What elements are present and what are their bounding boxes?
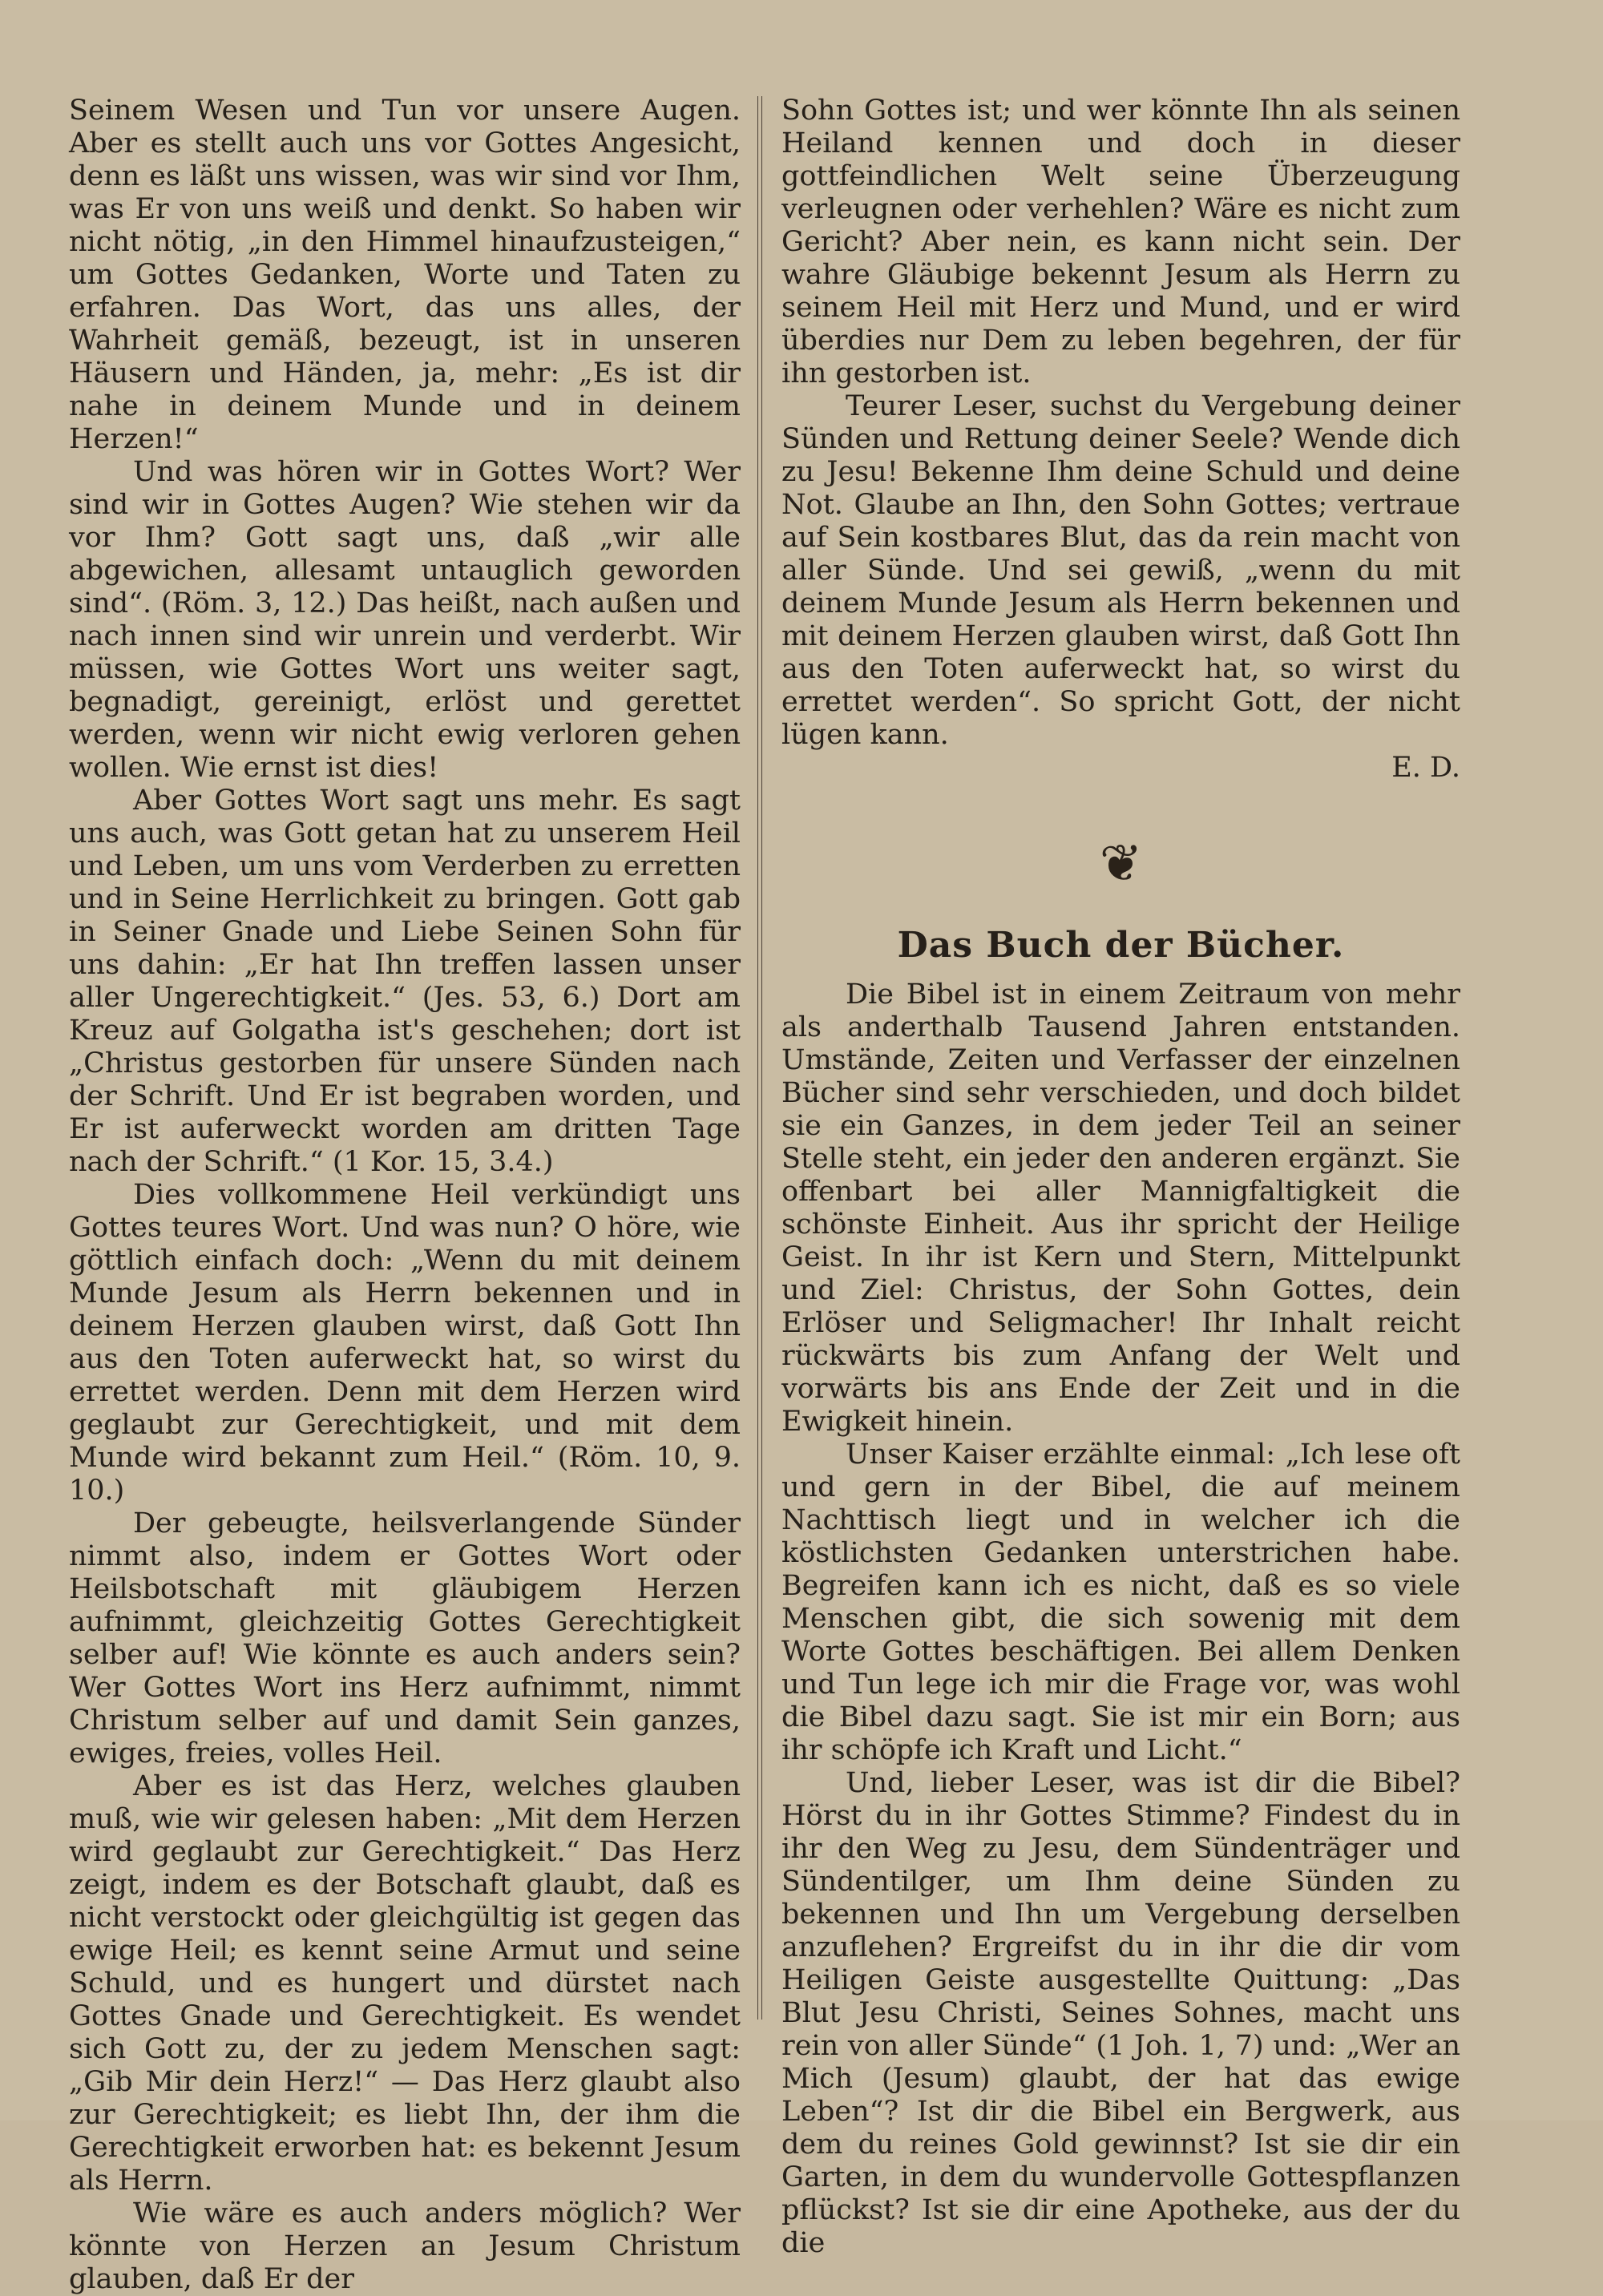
right-column — [781, 95, 1460, 2260]
paragraph: Und, lieber Leser, was ist dir die Bibel? Hörst du in ihr Gottes Stimme? Findest du in ihr den Weg zu Jesu, dem Sündenträger und Sündentilger, um Ihm deine Sünden zu bekennen und Ihn um Vergebung derselben anzuflehen? Ergreifst du in ihr die dir vom Heiligen Geiste ausgestellte Quittung: „Das Blut Jesu Christi, Seines Sohnes, macht uns rein von aller Sünde“ (1 Joh. 1, 7) und: „Wer an Mich (Jesum) glaubt, der hat das ewige Leben“? Ist dir die Bibel ein Bergwerk, aus dem du reines Gold gewinnst? Ist sie dir ein Garten, in dem du wundervolle Gottespflanzen pflückst? Ist sie dir eine Apotheke, aus der du die — [781, 1767, 1460, 2259]
left-column — [69, 95, 741, 2296]
column-divider — [757, 96, 762, 2020]
paragraph: Und was hören wir in Gottes Wort? Wer sind wir in Gottes Augen? Wie stehen wir da vor Ihm? Gott sagt uns, daß „wir alle abgewichen, allesamt untauglich geworden sind“. (Röm. 3, 12.) Das heißt, nach außen und nach innen sind wir unrein und verderbt. Wir müssen, wie Gottes Wort uns weiter sagt, begnadigt, gereinigt, erlöst und gerettet werden, wenn wir nicht ewig verloren gehen wollen. Wie ernst ist dies! — [69, 456, 741, 784]
paragraph: Unser Kaiser erzählte einmal: „Ich lese oft und gern in der Bibel, die auf meinem Nachttisch liegt und in welcher ich die köstlichsten Gedanken unterstrichen habe. Begreifen kann ich es nicht, daß es so viele Menschen gibt, die sich sowenig mit dem Worte Gottes beschäftigen. Bei allem Denken und Tun lege ich mir die Frage vor, was wohl die Bibel dazu sagt. Sie ist mir ein Born; aus ihr schöpfe ich Kraft und Licht.“ — [781, 1439, 1460, 1766]
paragraph: Die Bibel ist in einem Zeitraum von mehr als anderthalb Tausend Jahren entstanden. Umstände, Zeiten und Verfasser der einzelnen Bücher sind sehr verschieden, und doch bildet sie ein Ganzes, in dem jeder Teil an seiner Stelle steht, ein jeder den anderen ergänzt. Sie offenbart bei aller Mannigfaltigkeit die schönste Einheit. Aus ihr spricht der Heilige Geist. In ihr ist Kern und Stern, Mittelpunkt und Ziel: Christus, der Sohn Gottes, dein Erlöser und Seligmacher! Ihr Inhalt reicht rückwärts bis zum Anfang der Welt und vorwärts bis ans Ende der Zeit und in die Ewigkeit hinein. — [781, 979, 1460, 1438]
paragraph: Dies vollkommene Heil verkündigt uns Gottes teures Wort. Und was nun? O höre, wie göttlich einfach doch: „Wenn du mit deinem Munde Jesum als Herrn bekennen und in deinem Herzen glauben wirst, daß Gott Ihn aus den Toten auferweckt hat, so wirst du errettet werden. Denn mit dem Herzen wird geglaubt zur Gerechtigkeit, und mit dem Munde wird bekannt zum Heil.“ (Röm. 10, 9. 10.) — [69, 1179, 741, 1507]
paragraph: Aber Gottes Wort sagt uns mehr. Es sagt uns auch, was Gott getan hat zu unserem Heil und Leben, um uns vom Verderben zu erretten und in Seine Herrlichkeit zu bringen. Gott gab in Seiner Gnade und Liebe Seinen Sohn für uns dahin: „Er hat Ihn treffen lassen unser aller Ungerechtigkeit.“ (Jes. 53, 6.) Dort am Kreuz auf Golgatha ist's geschehen; dort ist „Christus gestorben für unsere Sünden nach der Schrift. Und Er ist begraben worden, und Er ist auferweckt worden am dritten Tage nach der Schrift.“ (1 Kor. 15, 3.4.) — [69, 785, 741, 1178]
paragraph: Teurer Leser, suchst du Vergebung deiner Sünden und Rettung deiner Seele? Wende dich zu Jesu! Bekenne Ihm deine Schuld und deine Not. Glaube an Ihn, den Sohn Gottes; vertraue auf Sein kostbares Blut, das da rein macht von aller Sünde. Und sei gewiß, „wenn du mit deinem Munde Jesum als Herrn bekennen und mit deinem Herzen glauben wirst, daß Gott Ihn aus den Toten auferweckt hat, so wirst du errettet werden“. So spricht Gott, der nicht lügen kann. — [781, 390, 1460, 751]
ornament-icon: ❦ — [1099, 834, 1143, 894]
author-signature: E. D. — [1391, 752, 1460, 784]
paragraph: Der gebeugte, heilsverlangende Sünder nimmt also, indem er Gottes Wort oder Heilsbotschaft mit gläubigem Herzen aufnimmt, gleichzeitig Gottes Gerechtigkeit selber auf! Wie könnte es auch anders sein? Wer Gottes Wort ins Herz aufnimmt, nimmt Christum selber auf und damit Sein ganzes, ewiges, freies, volles Heil. — [69, 1507, 741, 1769]
paragraph: Sohn Gottes ist; und wer könnte Ihn als seinen Heiland kennen und doch in dieser gottfeindlichen Welt seine Überzeugung verleugnen oder verhehlen? Wäre es nicht zum Gericht? Aber nein, es kann nicht sein. Der wahre Gläubige bekennt Jesum als Herrn zu seinem Heil mit Herz und Mund, und er wird überdies nur Dem zu leben begehren, der für ihn gestorben ist. — [781, 95, 1460, 389]
article-heading: Das Buch der Bücher. — [897, 925, 1345, 966]
paragraph: Aber es ist das Herz, welches glauben muß, wie wir gelesen haben: „Mit dem Herzen wird geglaubt zur Gerechtigkeit.“ Das Herz zeigt, indem es der Botschaft glaubt, daß es nicht verstockt oder gleichgültig ist gegen das ewige Heil; es kennt seine Armut und seine Schuld, und es hungert und dürstet nach Gottes Gnade und Gerechtigkeit. Es wendet sich Gott zu, der zu jedem Menschen sagt: „Gib Mir dein Herz!“ — Das Herz glaubt also zur Gerechtigkeit; es liebt Ihn, der ihm die Gerechtigkeit erworben hat: es bekennt Jesum als Herrn. — [69, 1770, 741, 2197]
paragraph: Seinem Wesen und Tun vor unsere Augen. Aber es stellt auch uns vor Gottes Angesicht, denn es läßt uns wissen, was wir sind vor Ihm, was Er von uns weiß und denkt. So haben wir nicht nötig, „in den Himmel hinaufzusteigen,“ um Gottes Gedanken, Worte und Taten zu erfahren. Das Wort, das uns alles, der Wahrheit gemäß, bezeugt, ist in unseren Häusern und Händen, ja, mehr: „Es ist dir nahe in deinem Munde und in deinem Herzen!“ — [69, 95, 741, 455]
paragraph: Wie wäre es auch anders möglich? Wer könnte von Herzen an Jesum Christum glauben, daß Er der — [69, 2197, 741, 2295]
